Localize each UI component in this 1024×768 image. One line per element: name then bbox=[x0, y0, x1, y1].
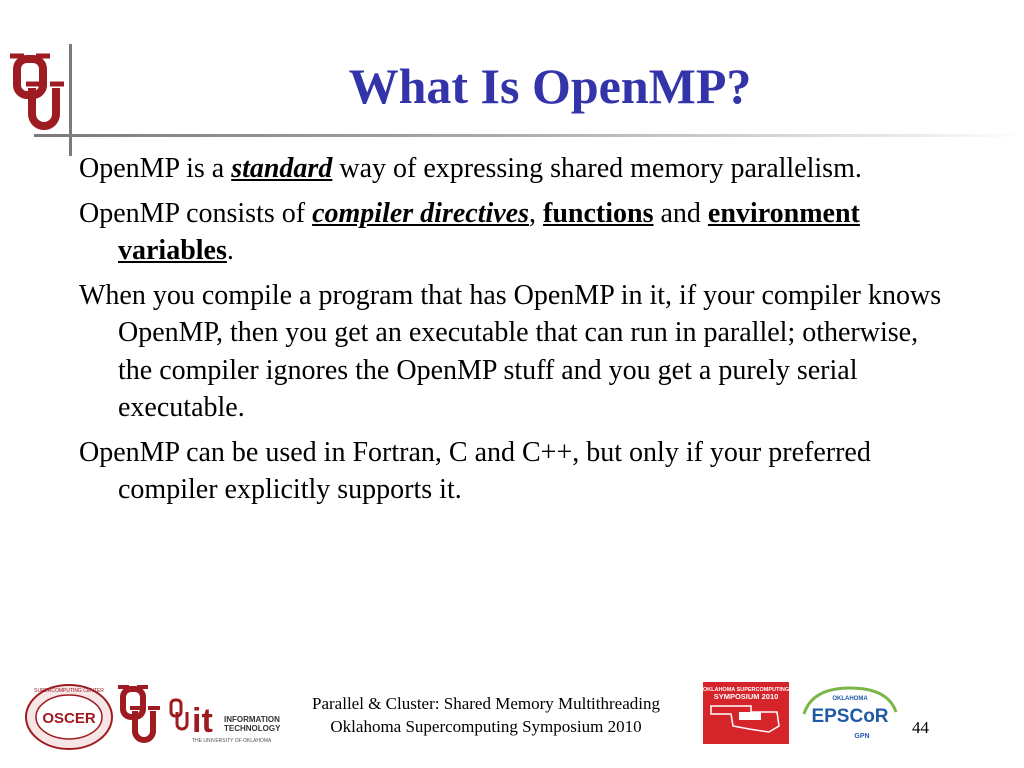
it-mark: it bbox=[192, 702, 213, 740]
paragraph-1 bbox=[79, 150, 959, 188]
text-run: OpenMP consists of bbox=[79, 197, 313, 229]
paragraph-4 bbox=[79, 434, 959, 509]
text-run: . bbox=[226, 235, 234, 266]
oscer-logo-icon bbox=[24, 683, 114, 751]
symposium-line2: SYMPOSIUM 2010 bbox=[713, 692, 779, 701]
term-functions: functions bbox=[543, 197, 654, 229]
slide-footer bbox=[270, 692, 702, 738]
ou-logo-icon bbox=[10, 52, 66, 134]
term-standard: standard bbox=[231, 153, 333, 184]
page-number: 44 bbox=[912, 718, 929, 737]
text-run: , bbox=[529, 197, 544, 229]
text-run: When you compile a program that has OpenMP in it, if your compiler knows OpenMP, then you get an executable that can run in parallel; otherwise, the compiler ignores the OpenMP stuff and you get a purely serial executable. bbox=[79, 279, 942, 423]
epscor-sub: GPN bbox=[854, 733, 870, 740]
text-run: OpenMP can be used in Fortran, C and C++, but only if your preferred compiler explicitly supports it. bbox=[79, 436, 871, 505]
term-environment-variables: environment variables bbox=[118, 197, 860, 266]
text-run: and bbox=[653, 197, 708, 229]
text-run: way of expressing shared memory parallelism. bbox=[332, 153, 862, 184]
term-compiler-directives: compiler directives bbox=[312, 197, 530, 229]
epscor-small: OKLAHOMA bbox=[832, 696, 868, 702]
epscor-main: EPSCoR bbox=[811, 706, 889, 727]
footer-line-2: Oklahoma Supercomputing Symposium 2010 bbox=[330, 717, 642, 736]
paragraph-2 bbox=[79, 195, 959, 270]
paragraph-3 bbox=[79, 277, 959, 427]
it-line2: TECHNOLOGY bbox=[224, 724, 281, 733]
slide-body bbox=[79, 150, 959, 516]
symposium-line1: OKLAHOMA SUPERCOMPUTING bbox=[703, 687, 789, 693]
it-line3: THE UNIVERSITY OF OKLAHOMA bbox=[192, 738, 272, 744]
ou-small-logo-icon bbox=[118, 684, 162, 746]
oscer-logo-text: OSCER bbox=[42, 710, 96, 727]
slide-title: What Is OpenMP? bbox=[348, 58, 752, 114]
text-run: OpenMP is a bbox=[79, 153, 232, 184]
vertical-rule bbox=[69, 44, 72, 156]
horizontal-rule bbox=[34, 134, 1024, 137]
epscor-logo-icon bbox=[800, 684, 900, 746]
oscer-ring-text: SUPERCOMPUTING CENTER bbox=[34, 688, 104, 694]
footer-line-1: Parallel & Cluster: Shared Memory Multithreading bbox=[312, 694, 660, 713]
it-line1: INFORMATION bbox=[224, 715, 280, 724]
symposium-logo-icon bbox=[703, 682, 789, 744]
